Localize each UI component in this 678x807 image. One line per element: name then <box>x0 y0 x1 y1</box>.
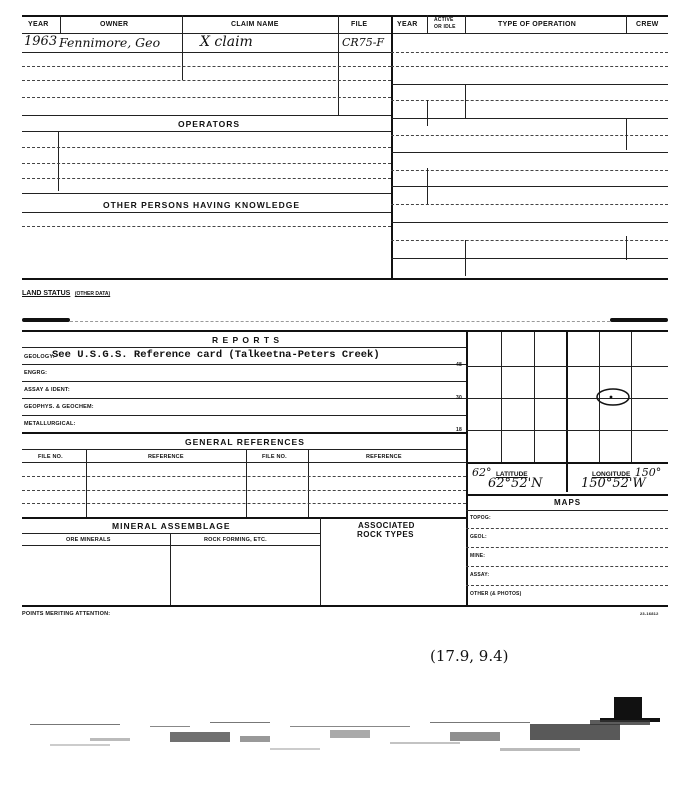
location-marker-icon <box>593 386 633 408</box>
operation-col-tick <box>626 236 627 260</box>
operation-col-tick <box>427 100 428 126</box>
general-references-rule <box>22 449 466 450</box>
associated-rock-types-title: ASSOCIATED <box>358 521 415 530</box>
land-status-sub: (OTHER DATA) <box>74 291 111 297</box>
owner-row-rule <box>22 66 391 67</box>
geophys-label: GEOPHYS. & GEOCHEM: <box>24 404 94 410</box>
associated-rock-types-title-2: ROCK TYPES <box>357 530 415 539</box>
location-grid-line <box>566 332 568 492</box>
mineral-sub-col <box>170 533 171 605</box>
geology-value: See U.S.G.S. Reference card (Talkeetna-Peters Creek) <box>52 349 380 361</box>
general-references-title: GENERAL REFERENCES <box>185 437 305 447</box>
longitude-label: LONGITUDE <box>592 471 631 478</box>
reports-rule <box>22 347 466 348</box>
operators-row-rule <box>22 163 391 164</box>
operation-row-rule <box>391 170 668 171</box>
gen-ref-reference-1: REFERENCE <box>148 454 184 460</box>
land-status-title: LAND STATUS <box>22 290 71 297</box>
maps-topog: TOPOG: <box>470 515 491 521</box>
latitude-label: LATITUDE <box>495 471 528 478</box>
operators-row-rule <box>22 147 391 148</box>
maps-row-rule <box>466 585 668 586</box>
longitude-suffix: 150° <box>634 466 662 479</box>
operation-col-tick <box>465 240 466 276</box>
reports-row-rule <box>22 364 466 365</box>
other-persons-row-rule <box>22 226 391 227</box>
operators-row-rule <box>22 178 391 179</box>
mineral-rule <box>22 545 320 546</box>
maps-other: OTHER (& PHOTOS) <box>470 591 522 597</box>
operation-row-rule <box>391 186 668 187</box>
mineral-rule <box>22 533 320 534</box>
scan-mark <box>22 318 70 322</box>
header-or-idle: OR IDLE <box>434 24 456 30</box>
maps-row-rule <box>466 547 668 548</box>
grid-number: 48 <box>456 362 462 368</box>
land-status-rule <box>70 321 610 322</box>
maps-row-rule <box>466 528 668 529</box>
operation-row-rule <box>391 204 668 205</box>
operators-title: OPERATORS <box>178 119 241 129</box>
entry-claim-name: X claim <box>200 34 253 50</box>
maps-top <box>466 494 668 496</box>
location-grid-line <box>466 366 668 367</box>
mineral-assemblage-title: MINERAL ASSEMBLAGE <box>112 521 231 531</box>
reports-row-rule <box>22 415 466 416</box>
engrg-label: ENGRG: <box>24 370 48 376</box>
col-divider-active <box>465 15 466 33</box>
scan-mark <box>610 318 668 322</box>
top-border <box>22 15 668 17</box>
gen-ref-file-no-1: FILE NO. <box>38 454 63 460</box>
latitude-prefix: 62° <box>472 466 492 479</box>
col-divider-main <box>391 15 393 278</box>
points-meriting-label: POINTS MERITING ATTENTION: <box>22 611 111 617</box>
location-grid-line <box>534 332 535 462</box>
col-divider-year2 <box>427 15 428 33</box>
gen-ref-row-rule <box>22 490 466 491</box>
operation-row-rule <box>391 52 668 53</box>
mineral-col-divider <box>320 517 321 605</box>
operation-row-rule <box>391 100 668 101</box>
location-grid-line <box>466 430 668 431</box>
top-table-bottom <box>22 278 668 280</box>
rock-forming-label: ROCK FORMING, ETC. <box>204 537 267 543</box>
col-divider-type <box>626 15 627 33</box>
operators-rule <box>22 131 391 132</box>
header-year: YEAR <box>28 21 49 28</box>
other-persons-title: OTHER PERSONS HAVING KNOWLEDGE <box>103 200 301 210</box>
maps-geol: GEOL: <box>470 534 487 540</box>
operation-col-tick <box>427 168 428 204</box>
reports-row-rule <box>22 398 466 399</box>
operation-row-rule <box>391 84 668 85</box>
operators-bottom <box>22 193 391 194</box>
col-divider-year <box>60 15 61 33</box>
header-crew: CREW <box>636 21 659 28</box>
header-file: FILE <box>351 21 368 28</box>
reports-title: R E P O R T S <box>212 335 281 345</box>
scan-noise-icon <box>30 712 670 772</box>
assay-label: ASSAY & IDENT: <box>24 387 70 393</box>
grid-number: 30 <box>456 395 462 401</box>
owner-row-rule <box>22 97 391 98</box>
header-owner: OWNER <box>100 21 129 28</box>
col-divider-owner <box>182 15 183 80</box>
maps-assay: ASSAY: <box>470 572 490 578</box>
metallurgical-label: METALLURGICAL: <box>24 421 76 427</box>
maps-title: MAPS <box>554 498 582 507</box>
location-grid-line <box>466 398 668 399</box>
location-grid-line <box>501 332 502 462</box>
owner-row-rule <box>22 52 391 53</box>
general-references-col <box>308 449 309 517</box>
maps-rule <box>466 510 668 511</box>
maps-mine: MINE: <box>470 553 486 559</box>
owner-section-bottom <box>22 115 391 116</box>
land-status-label <box>22 282 110 300</box>
header-claim-name: CLAIM NAME <box>231 21 279 28</box>
reports-right-divider <box>466 330 468 605</box>
operation-row-rule <box>391 222 668 223</box>
entry-year: 1963 <box>24 34 58 49</box>
latitude-value: 62°52'N <box>488 476 543 491</box>
general-references-col <box>86 449 87 517</box>
form-bottom <box>22 605 668 607</box>
operation-col-tick <box>465 84 466 118</box>
grid-number: 18 <box>456 427 462 433</box>
other-persons-rule <box>22 212 391 213</box>
operation-row-rule <box>391 152 668 153</box>
operation-col-tick <box>626 118 627 150</box>
gen-ref-row-rule <box>22 462 466 463</box>
geology-label: GEOLOGY: <box>24 354 55 360</box>
longitude-value: 150°52'W <box>581 476 646 491</box>
header-active: ACTIVE <box>434 17 454 23</box>
coordinate-annotation: (17.9, 9.4) <box>430 647 509 665</box>
general-references-col <box>246 449 247 517</box>
form-number: 23-16812 <box>640 611 659 616</box>
reports-bottom <box>22 432 466 434</box>
gen-ref-row-rule <box>22 476 466 477</box>
header-type-of-operation: TYPE OF OPERATION <box>498 21 577 28</box>
col-divider-claim <box>338 15 339 115</box>
gen-ref-bottom <box>22 517 466 519</box>
reports-top-border <box>22 330 668 332</box>
entry-file: CR75-F <box>342 36 385 49</box>
gen-ref-reference-2: REFERENCE <box>366 454 402 460</box>
header-rule <box>22 33 668 34</box>
operators-col <box>58 131 59 191</box>
operation-row-rule <box>391 66 668 67</box>
header-year-2: YEAR <box>397 21 418 28</box>
entry-owner: Fennimore, Geo <box>59 35 161 50</box>
gen-ref-file-no-2: FILE NO. <box>262 454 287 460</box>
ore-minerals-label: ORE MINERALS <box>66 537 111 543</box>
owner-row-rule <box>22 80 391 81</box>
maps-row-rule <box>466 566 668 567</box>
gen-ref-row-rule <box>22 503 466 504</box>
reports-row-rule <box>22 381 466 382</box>
